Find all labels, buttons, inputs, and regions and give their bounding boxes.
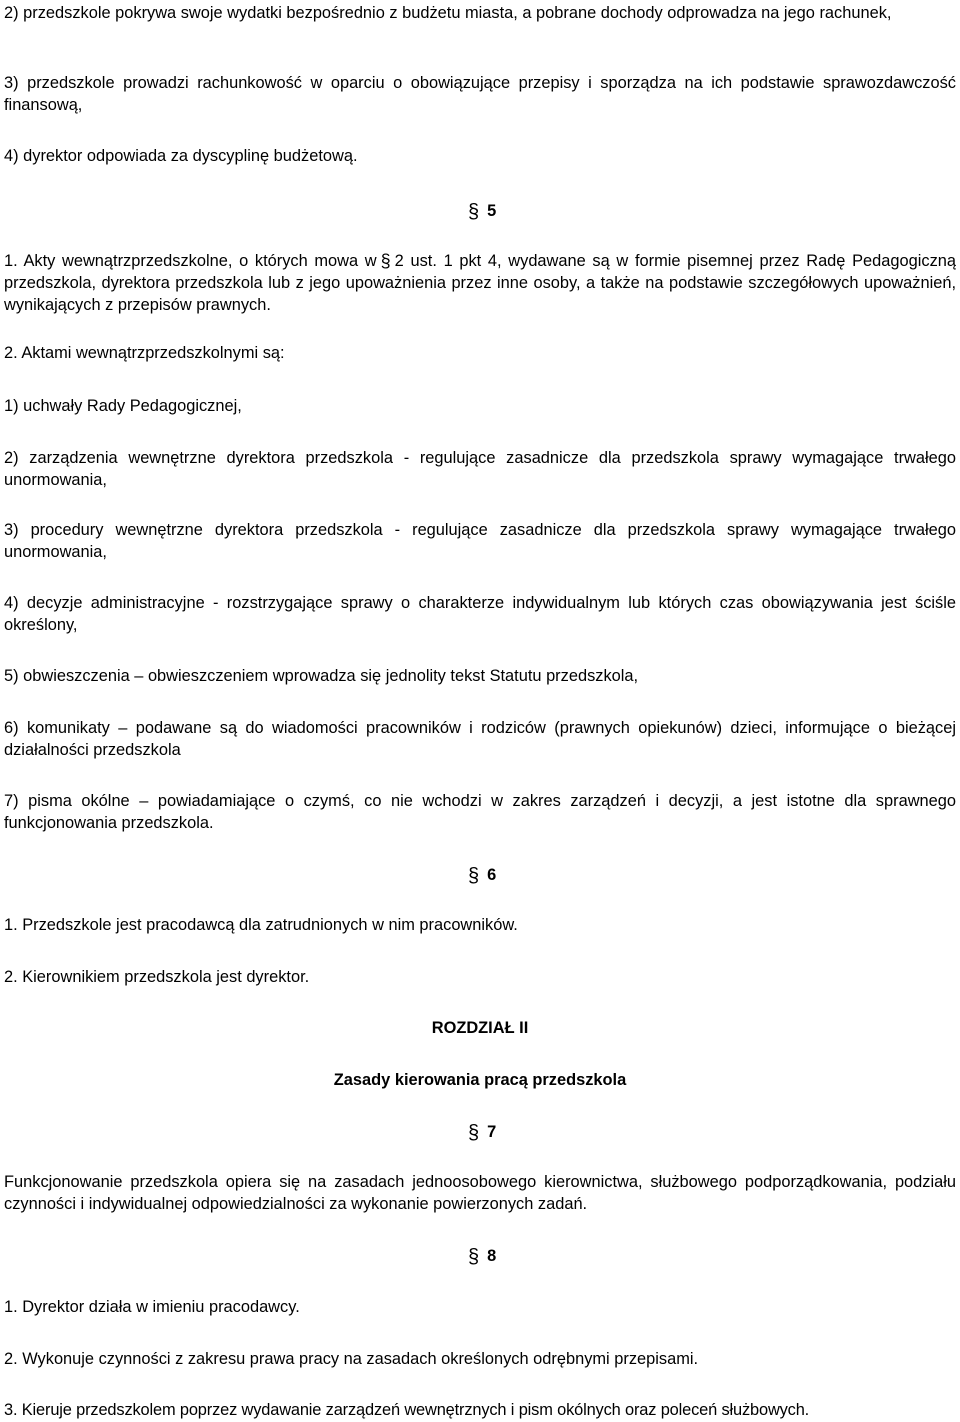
- list-item-circulars: 7) pisma okólne – powiadamiające o czymś, co nie wchodzi w zakres zarządzeń i decyzji, a jest istotne dla sprawnego funkcjonowania przedszkola.: [4, 792, 956, 832]
- list-item-decisions: 4) decyzje administracyjne - rozstrzygające sprawy o charakterze indywidualnym lub których czas obowiązywania jest ściśle określony,: [4, 594, 956, 634]
- section-number: 6: [487, 866, 497, 884]
- section-heading-6: [468, 863, 496, 886]
- list-item-communications: 6) komunikaty – podawane są do wiadomości pracowników i rodziców (prawnych opiekunów) dzieci, informujące o bieżącej działalności przedszkola: [4, 719, 956, 759]
- list-item-announcements: 5) obwieszczenia – obwieszczeniem wprowadza się jednolity tekst Statutu przedszkola,: [4, 667, 639, 685]
- section-sign-icon: §: [468, 201, 480, 223]
- paragraph-accounting: 3) przedszkole prowadzi rachunkowość w oparciu o obowiązujące przepisy i sporządza na ich podstawie sprawozdawczość finansową,: [4, 74, 956, 114]
- paragraph-discipline: 4) dyrektor odpowiada za dyscyplinę budżetową.: [4, 147, 358, 165]
- chapter-title: Zasady kierowania pracą przedszkola: [333, 1071, 627, 1089]
- paragraph-labour-law: 2. Wykonuje czynności z zakresu prawa pracy na zasadach określonych odrębnymi przepisami.: [4, 1350, 699, 1368]
- paragraph-acts-list-intro: 2. Aktami wewnątrzprzedszkolnymi są:: [4, 344, 285, 362]
- section-number: 8: [487, 1247, 497, 1265]
- paragraph-text: 1. Akty wewnątrzprzedszkolne, o których mowa w: [4, 252, 377, 270]
- section-heading-5: [468, 199, 496, 222]
- section-sign-icon: §: [468, 865, 480, 887]
- list-item-procedures: 3) procedury wewnętrzne dyrektora przedszkola - regulujące zasadnicze dla przedszkola sprawy wymagające trwałego unormowania,: [4, 521, 956, 561]
- paragraph-management-principles: Funkcjonowanie przedszkola opiera się na zasadach jednoosobowego kierownictwa, służbowego podporządkowania, podziału czynności i indywidualnej odpowiedzialności za wykonanie powierzonych zadań.: [4, 1173, 956, 1213]
- paragraph-internal-acts: [4, 249, 956, 316]
- section-number: 5: [487, 202, 497, 220]
- section-sign-icon: §: [380, 251, 391, 271]
- section-number: 7: [487, 1123, 497, 1141]
- section-sign-icon: §: [468, 1122, 480, 1144]
- paragraph-text: 2 ust. 1 pkt 4, wydawane są w formie pisemnej przez Radę Pedagogiczną przedszkola, dyrektora przedszkola lub z jego upoważnienia przez inne osoby, a także na podstawie szczegółowych upoważnień, wynikających z przepisów prawnych.: [4, 252, 956, 314]
- paragraph-budget: 2) przedszkole pokrywa swoje wydatki bezpośrednio z budżetu miasta, a pobrane dochody odprowadza na jego rachunek,: [4, 4, 892, 22]
- chapter-heading: ROZDZIAŁ II: [431, 1019, 529, 1037]
- section-sign-icon: §: [468, 1246, 480, 1268]
- paragraph-management-means: 3. Kieruje przedszkolem poprzez wydawanie zarządzeń wewnętrznych i pism okólnych oraz poleceń służbowych.: [4, 1401, 810, 1419]
- paragraph-director-acts: 1. Dyrektor działa w imieniu pracodawcy.: [4, 1298, 300, 1316]
- list-item-orders: 2) zarządzenia wewnętrzne dyrektora przedszkola - regulujące zasadnicze dla przedszkola sprawy wymagające trwałego unormowania,: [4, 449, 956, 489]
- paragraph-head: 2. Kierownikiem przedszkola jest dyrektor.: [4, 968, 310, 986]
- section-heading-7: [468, 1120, 496, 1143]
- paragraph-employer: 1. Przedszkole jest pracodawcą dla zatrudnionych w nim pracowników.: [4, 916, 518, 934]
- section-heading-8: [468, 1244, 496, 1267]
- list-item-resolutions: 1) uchwały Rady Pedagogicznej,: [4, 397, 242, 415]
